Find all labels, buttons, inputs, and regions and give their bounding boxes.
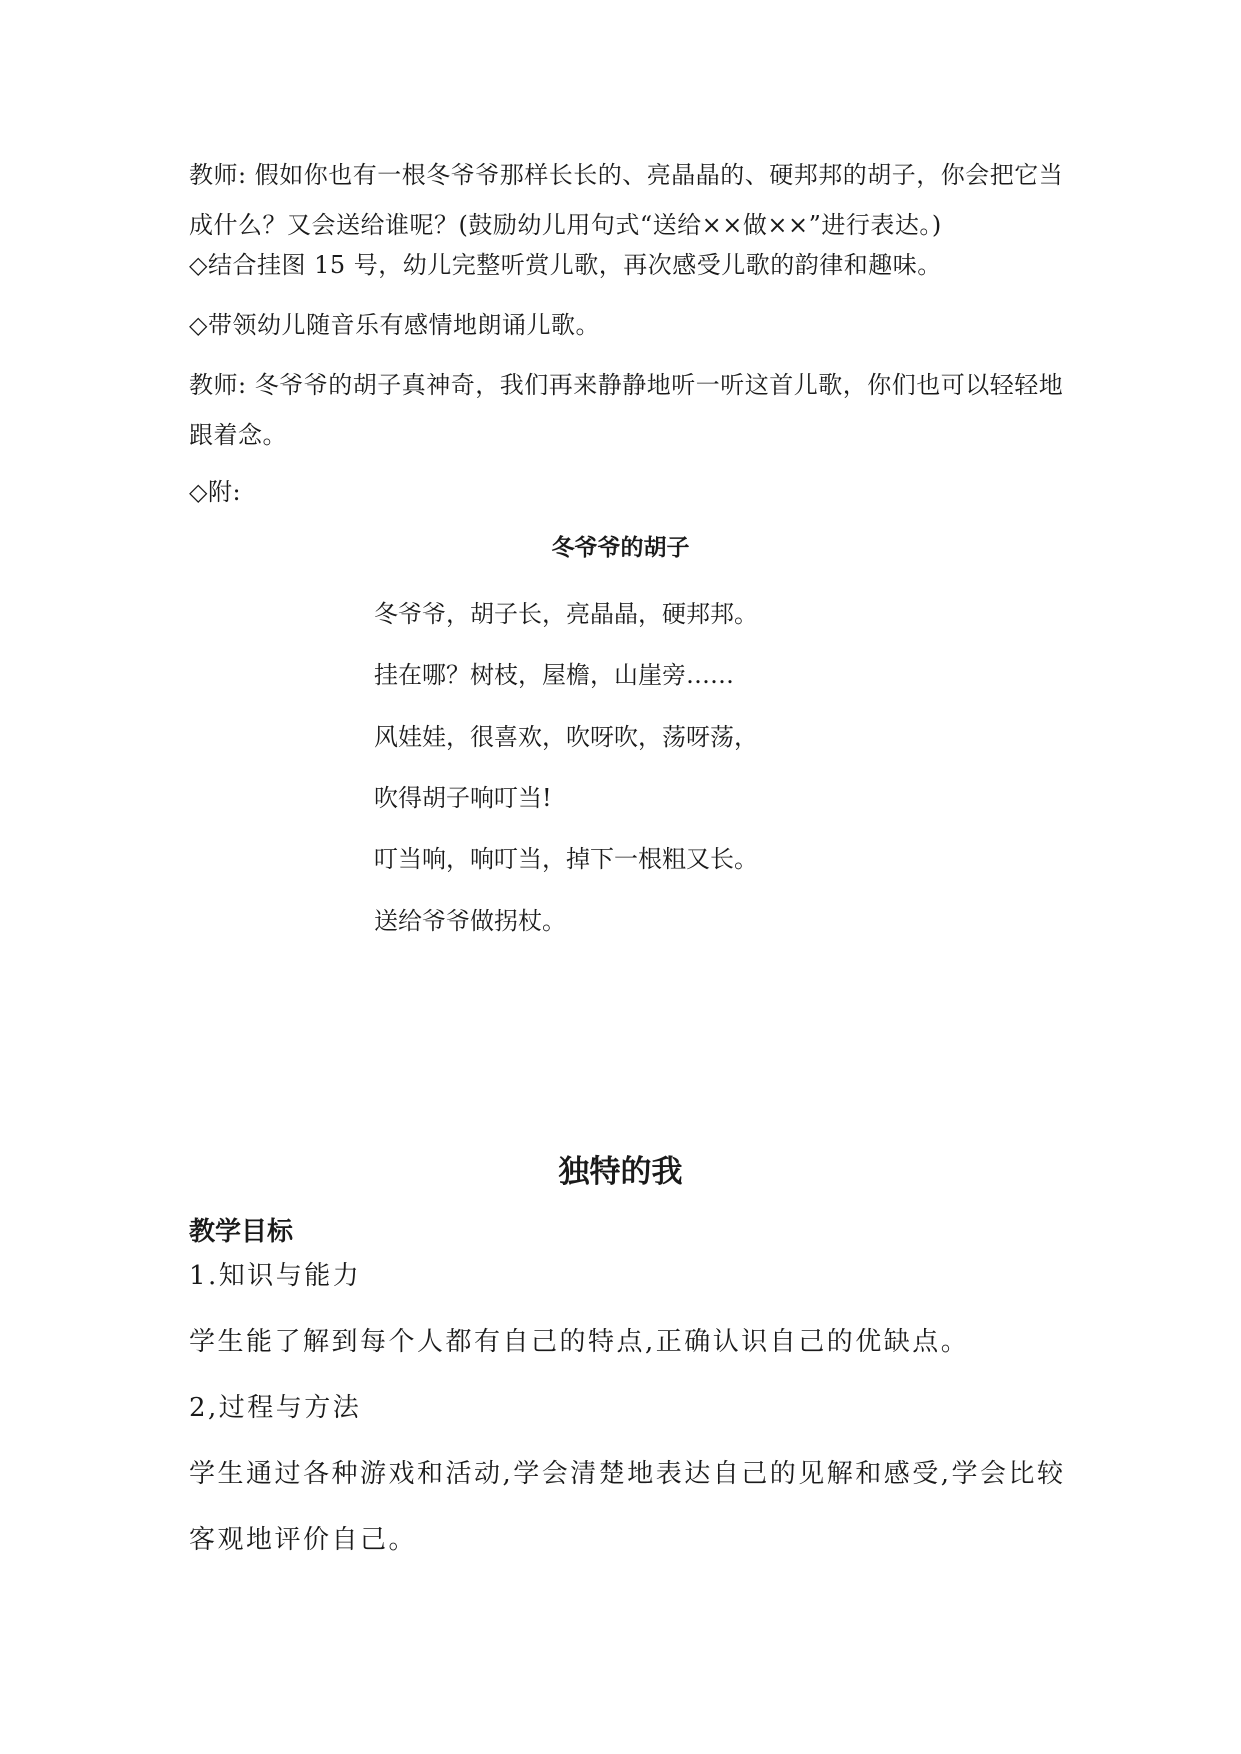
objective-knowledge-text: 学生能了解到每个人都有自己的特点,正确认识自己的优缺点。 — [189, 1327, 970, 1357]
paragraph-recite-song: ◇带领幼儿随音乐有感情地朗诵儿歌。 — [189, 311, 600, 339]
poem-line: 吹得胡子响叮当! — [374, 784, 552, 812]
poem-line: 挂在哪？树枝，屋檐，山崖旁…… — [374, 661, 734, 689]
objective-knowledge-label: 1.知识与能力 — [189, 1261, 362, 1291]
paragraph-appendix: ◇附: — [189, 478, 242, 506]
poem-line: 风娃娃，很喜欢，吹呀吹，荡呀荡， — [374, 723, 758, 751]
poem-line: 叮当响，响叮当，掉下一根粗又长。 — [374, 845, 758, 873]
objective-process-text: 学生通过各种游戏和活动,学会清楚地表达自己的见解和感受,学会比较客观地评价自己。 — [189, 1459, 1066, 1555]
poem-title: 冬爷爷的胡子 — [551, 534, 690, 561]
section-title: 独特的我 — [558, 1154, 683, 1190]
poem-line: 送给爷爷做拐杖。 — [374, 907, 566, 935]
section-heading: 教学目标 — [189, 1217, 294, 1247]
objective-process-label: 2,过程与方法 — [189, 1393, 362, 1423]
paragraph-teacher-invite: 教师: 冬爷爷的胡子真神奇，我们再来静静地听一听这首儿歌，你们也可以轻轻地跟着念。 — [189, 371, 1064, 449]
paragraph-teacher-question: 教师: 假如你也有一根冬爷爷那样长长的、亮晶晶的、硬邦邦的胡子，你会把它当成什么？又会送给谁呢？(鼓励幼儿用句式“送给××做××”进行表达。) — [189, 161, 1064, 239]
paragraph-listen-song: ◇结合挂图 15 号，幼儿完整听赏儿歌，再次感受儿歌的韵律和趣味。 — [189, 251, 942, 279]
poem-line: 冬爷爷，胡子长，亮晶晶，硬邦邦。 — [374, 600, 758, 628]
